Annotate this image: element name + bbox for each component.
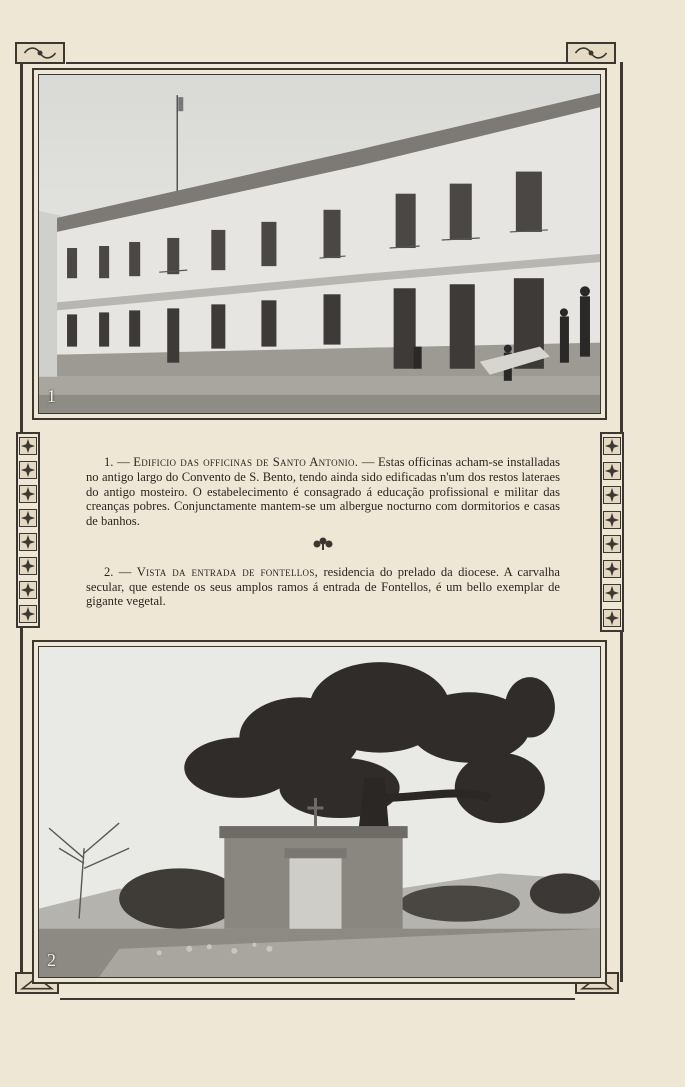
caption-1-dash: — [117, 455, 130, 469]
photo-frame-building [32, 68, 607, 420]
flower-icon [19, 557, 37, 575]
caption-1 [86, 455, 560, 529]
plate-number-2: 2 [47, 950, 56, 970]
flower-icon [603, 511, 621, 529]
frame-bottom-line [60, 998, 575, 1000]
flower-icon [603, 584, 621, 602]
caption-1-body: Estas officinas acham-se installadas no antigo largo do Convento de S. Bento, tendo ainda sido edificadas n'um dos restos lateraes do antigo mosteiro. O estabelecimento é consagrado á educação profissional e militar das creanças pobres. Conjunctamente mantem-se um albergue nocturno com dormitorios e casas de banhos. [86, 455, 560, 529]
flower-icon [603, 609, 621, 627]
flower-icon [19, 605, 37, 623]
floral-strip-right [600, 432, 624, 632]
captions-text [86, 455, 560, 609]
caption-1-title: Edificio das officinas de Santo Antonio. [133, 455, 359, 469]
caption-2-title: Vista da entrada de fontellos, [136, 564, 319, 579]
flower-icon [603, 535, 621, 553]
corner-ornament-top-left [15, 42, 65, 64]
caption-1-dash-2: — [361, 455, 375, 469]
flower-icon [19, 533, 37, 551]
plate-number-1: 1 [47, 386, 56, 406]
caption-2-body: residencia do prelado da diocese. A carvalha secular, que estende os seus amplos ramos á entrada de Fontellos, é um bello exemplar de gigante vegetal. [86, 564, 560, 609]
caption-2 [86, 565, 560, 609]
floral-strip-left [16, 432, 40, 628]
flower-icon [19, 437, 37, 455]
flower-icon [603, 560, 621, 578]
flower-icon [603, 486, 621, 504]
photo-tree-gate [38, 646, 601, 978]
photo-frame-tree-gate [32, 640, 607, 984]
flower-icon [19, 461, 37, 479]
flower-icon [19, 509, 37, 527]
flower-icon [19, 581, 37, 599]
flower-icon [603, 437, 621, 455]
caption-1-number: 1. [104, 455, 114, 469]
caption-2-number: 2. [104, 564, 114, 579]
flower-icon [603, 462, 621, 480]
corner-ornament-top-right [566, 42, 616, 64]
clover-ornament-icon [86, 537, 560, 556]
photo-building [38, 74, 601, 414]
frame-top-line [66, 62, 566, 64]
flower-icon [19, 485, 37, 503]
caption-2-dash: — [118, 564, 132, 579]
